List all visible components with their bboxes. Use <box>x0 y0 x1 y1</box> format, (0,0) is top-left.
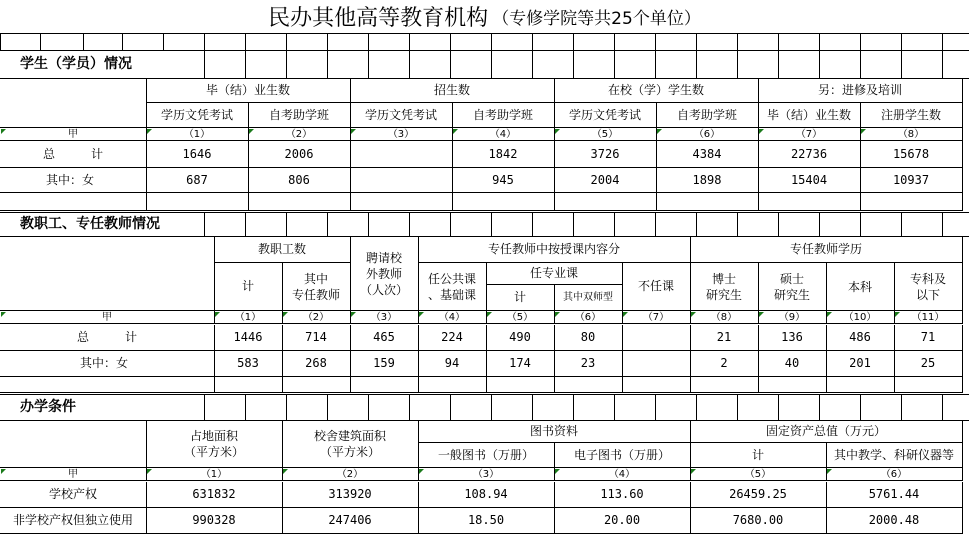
grid-line <box>819 394 820 420</box>
grid-line <box>327 394 328 420</box>
grid-line <box>942 33 943 50</box>
grid-line <box>204 394 205 420</box>
column-group-header: 专任教师学历 <box>690 237 963 263</box>
data-cell <box>350 141 453 168</box>
data-cell: 40 <box>758 351 827 377</box>
grid-line <box>532 33 533 50</box>
data-cell: 486 <box>826 325 895 351</box>
column-index: （2） <box>248 128 351 141</box>
grid-line <box>450 33 451 50</box>
column-group-header: 教职工数 <box>214 237 351 263</box>
data-cell: 268 <box>282 351 351 377</box>
data-cell: 2 <box>690 351 759 377</box>
blank-cell <box>282 377 351 393</box>
grid-line <box>0 33 969 34</box>
grid-line <box>655 212 656 236</box>
data-cell: 22736 <box>758 141 861 168</box>
grid-line <box>245 33 246 50</box>
column-index: （1） <box>146 468 283 481</box>
grid-line <box>655 50 656 78</box>
grid-line <box>942 394 943 420</box>
grid-line <box>0 50 969 51</box>
data-cell <box>622 351 691 377</box>
column-group-header: 任专业课 <box>486 263 623 285</box>
grid-line <box>450 394 451 420</box>
grid-line <box>696 394 697 420</box>
column-header: 计 <box>690 443 827 468</box>
data-cell: 4384 <box>656 141 759 168</box>
section-title-conditions: 办学条件 <box>20 398 76 415</box>
data-cell: 10937 <box>860 168 963 193</box>
grid-line <box>83 33 84 50</box>
blank-cell <box>214 377 283 393</box>
column-index: （6） <box>554 311 623 324</box>
blank-cell <box>826 377 895 393</box>
grid-line <box>614 394 615 420</box>
blank-cell <box>248 193 351 211</box>
grid-line <box>737 212 738 236</box>
grid-line <box>450 50 451 78</box>
section-title-staff: 教职工、专任教师情况 <box>20 215 160 232</box>
data-cell <box>622 325 691 351</box>
column-header: 学历文凭考试 <box>554 103 657 128</box>
column-group-header: 另：进修及培训 <box>758 79 963 103</box>
column-index: （4） <box>418 311 487 324</box>
data-cell: 2000.48 <box>826 508 963 534</box>
row-label-header: 甲 <box>0 311 215 324</box>
column-group-header: 毕（结）业生数 <box>146 79 351 103</box>
column-index: （6） <box>656 128 759 141</box>
grid-line <box>368 50 369 78</box>
data-cell: 1898 <box>656 168 759 193</box>
data-cell: 113.60 <box>554 482 691 508</box>
blank-cell <box>554 377 623 393</box>
data-cell: 18.50 <box>418 508 555 534</box>
grid-line <box>122 33 123 50</box>
grid-line <box>573 394 574 420</box>
blank-cell <box>452 193 555 211</box>
blank-cell <box>0 193 147 211</box>
grid-line <box>409 212 410 236</box>
data-cell: 990328 <box>146 508 283 534</box>
blank-cell <box>894 377 963 393</box>
grid-line <box>327 33 328 50</box>
data-cell: 108.94 <box>418 482 555 508</box>
column-header: 电子图书（万册） <box>554 443 691 468</box>
grid-line <box>245 394 246 420</box>
grid-line <box>327 50 328 78</box>
grid-line <box>0 33 1 50</box>
grid-line <box>901 50 902 78</box>
grid-line <box>819 212 820 236</box>
column-index: （5） <box>690 468 827 481</box>
blank-cell <box>350 193 453 211</box>
column-index: （3） <box>350 311 419 324</box>
grid-line <box>860 50 861 78</box>
grid-line <box>204 212 205 236</box>
data-cell: 20.00 <box>554 508 691 534</box>
data-cell: 490 <box>486 325 555 351</box>
grid-line <box>286 50 287 78</box>
column-group-header: 在校（学）学生数 <box>554 79 759 103</box>
column-header: 毕（结）业生数 <box>758 103 861 128</box>
column-header: 其中教学、科研仪器等 <box>826 443 963 468</box>
blank-cell <box>0 377 215 393</box>
data-cell: 71 <box>894 325 963 351</box>
grid-line <box>245 212 246 236</box>
row-label: 其中：女 <box>0 168 147 193</box>
column-header: 注册学生数 <box>860 103 963 128</box>
grid-line <box>614 33 615 50</box>
blank-cell <box>656 193 759 211</box>
data-cell: 247406 <box>282 508 419 534</box>
column-header: 学历文凭考试 <box>146 103 249 128</box>
grid-line <box>491 33 492 50</box>
grid-line <box>819 50 820 78</box>
column-header: 占地面积 （平方米） <box>146 421 283 468</box>
data-cell: 159 <box>350 351 419 377</box>
column-header: 任公共课 、基础课 <box>418 263 487 311</box>
data-cell: 3726 <box>554 141 657 168</box>
blank-cell <box>554 193 657 211</box>
column-header: 自考助学班 <box>248 103 351 128</box>
grid-line <box>409 50 410 78</box>
grid-line <box>860 212 861 236</box>
blank-cell <box>758 193 861 211</box>
grid-line <box>286 394 287 420</box>
data-cell: 714 <box>282 325 351 351</box>
grid-line <box>40 33 41 50</box>
grid-line <box>614 50 615 78</box>
column-index: （3） <box>350 128 453 141</box>
grid-line <box>778 212 779 236</box>
grid-line <box>901 33 902 50</box>
blank-cell <box>486 377 555 393</box>
grid-line <box>368 212 369 236</box>
column-index: （11） <box>894 311 963 324</box>
column-header: 计 <box>214 263 283 311</box>
data-cell: 583 <box>214 351 283 377</box>
column-index: （4） <box>452 128 555 141</box>
data-cell: 945 <box>452 168 555 193</box>
data-cell: 5761.44 <box>826 482 963 508</box>
column-group-header: 图书资料 <box>418 421 691 443</box>
column-header: 自考助学班 <box>656 103 759 128</box>
column-header: 校舍建筑面积 （平方米） <box>282 421 419 468</box>
column-index: （3） <box>418 468 555 481</box>
column-index: （8） <box>860 128 963 141</box>
row-label-header: 甲 <box>0 128 147 141</box>
data-cell: 2004 <box>554 168 657 193</box>
grid-line <box>450 212 451 236</box>
grid-line <box>901 394 902 420</box>
blank-cell <box>690 377 759 393</box>
row-header-blank <box>0 79 147 128</box>
data-cell: 80 <box>554 325 623 351</box>
row-label: 非学校产权但独立使用 <box>0 508 147 534</box>
column-header: 一般图书（万册） <box>418 443 555 468</box>
column-index: （1） <box>146 128 249 141</box>
grid-line <box>655 33 656 50</box>
grid-line <box>614 212 615 236</box>
grid-line <box>286 212 287 236</box>
blank-cell <box>758 377 827 393</box>
row-label: 其中：女 <box>0 351 215 377</box>
grid-line <box>737 33 738 50</box>
row-label: 总 计 <box>0 325 215 351</box>
grid-line <box>491 50 492 78</box>
data-cell: 2006 <box>248 141 351 168</box>
title-sub: （专修学院等共25个单位） <box>492 9 701 29</box>
blank-cell <box>860 193 963 211</box>
column-header: 其中双师型 <box>554 285 623 311</box>
blank-cell <box>418 377 487 393</box>
grid-line <box>204 33 205 50</box>
grid-line <box>204 50 205 78</box>
column-header: 博士 研究生 <box>690 263 759 311</box>
data-cell: 201 <box>826 351 895 377</box>
column-header: 自考助学班 <box>452 103 555 128</box>
grid-line <box>532 394 533 420</box>
column-header: 专科及 以下 <box>894 263 963 311</box>
grid-line <box>860 394 861 420</box>
column-index: （9） <box>758 311 827 324</box>
grid-line <box>778 394 779 420</box>
grid-line <box>163 33 164 50</box>
grid-line <box>737 394 738 420</box>
data-cell: 94 <box>418 351 487 377</box>
data-cell: 1446 <box>214 325 283 351</box>
grid-line <box>573 33 574 50</box>
data-cell: 313920 <box>282 482 419 508</box>
column-index: （2） <box>282 311 351 324</box>
column-header: 不任课 <box>622 263 691 311</box>
title-main: 民办其他高等教育机构 <box>268 6 489 31</box>
grid-line <box>778 50 779 78</box>
data-cell: 15404 <box>758 168 861 193</box>
data-cell: 25 <box>894 351 963 377</box>
grid-line <box>0 212 969 213</box>
grid-line <box>409 33 410 50</box>
column-group-header: 招生数 <box>350 79 555 103</box>
data-cell: 26459.25 <box>690 482 827 508</box>
grid-line <box>573 50 574 78</box>
data-cell: 21 <box>690 325 759 351</box>
column-index: （1） <box>214 311 283 324</box>
data-cell: 136 <box>758 325 827 351</box>
data-cell <box>350 168 453 193</box>
grid-line <box>573 212 574 236</box>
column-index: （5） <box>554 128 657 141</box>
section-title-students: 学生（学员）情况 <box>20 55 132 72</box>
row-header-blank <box>0 421 147 468</box>
data-cell: 23 <box>554 351 623 377</box>
column-index: （7） <box>622 311 691 324</box>
grid-line <box>368 394 369 420</box>
data-cell: 1842 <box>452 141 555 168</box>
column-index: （4） <box>554 468 691 481</box>
grid-line <box>409 394 410 420</box>
grid-line <box>942 212 943 236</box>
blank-cell <box>146 193 249 211</box>
data-cell: 631832 <box>146 482 283 508</box>
grid-line <box>491 212 492 236</box>
grid-line <box>696 212 697 236</box>
grid-line <box>819 33 820 50</box>
column-index: （7） <box>758 128 861 141</box>
data-cell: 224 <box>418 325 487 351</box>
data-cell: 174 <box>486 351 555 377</box>
column-index: （10） <box>826 311 895 324</box>
column-index: （8） <box>690 311 759 324</box>
column-index: （5） <box>486 311 555 324</box>
grid-line <box>655 394 656 420</box>
grid-line <box>245 50 246 78</box>
column-index: （6） <box>826 468 963 481</box>
column-header: 本科 <box>826 263 895 311</box>
column-header: 硕士 研究生 <box>758 263 827 311</box>
column-header: 计 <box>486 285 555 311</box>
data-cell: 1646 <box>146 141 249 168</box>
column-group-header: 固定资产总值（万元） <box>690 421 963 443</box>
grid-line <box>696 50 697 78</box>
grid-line <box>901 212 902 236</box>
page-title <box>0 0 969 33</box>
row-label: 总 计 <box>0 141 147 168</box>
grid-line <box>696 33 697 50</box>
blank-cell <box>622 377 691 393</box>
column-header: 其中 专任教师 <box>282 263 351 311</box>
data-cell: 806 <box>248 168 351 193</box>
grid-line <box>0 394 969 395</box>
grid-line <box>286 33 287 50</box>
grid-line <box>942 50 943 78</box>
grid-line <box>327 212 328 236</box>
row-header-blank <box>0 237 215 311</box>
data-cell: 465 <box>350 325 419 351</box>
data-cell: 15678 <box>860 141 963 168</box>
row-label-header: 甲 <box>0 468 147 481</box>
grid-line <box>778 33 779 50</box>
row-label: 学校产权 <box>0 482 147 508</box>
grid-line <box>532 212 533 236</box>
grid-line <box>860 33 861 50</box>
data-cell: 687 <box>146 168 249 193</box>
column-group-header: 专任教师中按授课内容分 <box>418 237 691 263</box>
grid-line <box>368 33 369 50</box>
data-cell: 7680.00 <box>690 508 827 534</box>
grid-line <box>737 50 738 78</box>
grid-line <box>491 394 492 420</box>
grid-line <box>532 50 533 78</box>
column-header: 聘请校 外教师 （人次） <box>350 237 419 311</box>
column-header: 学历文凭考试 <box>350 103 453 128</box>
column-index: （2） <box>282 468 419 481</box>
blank-cell <box>350 377 419 393</box>
